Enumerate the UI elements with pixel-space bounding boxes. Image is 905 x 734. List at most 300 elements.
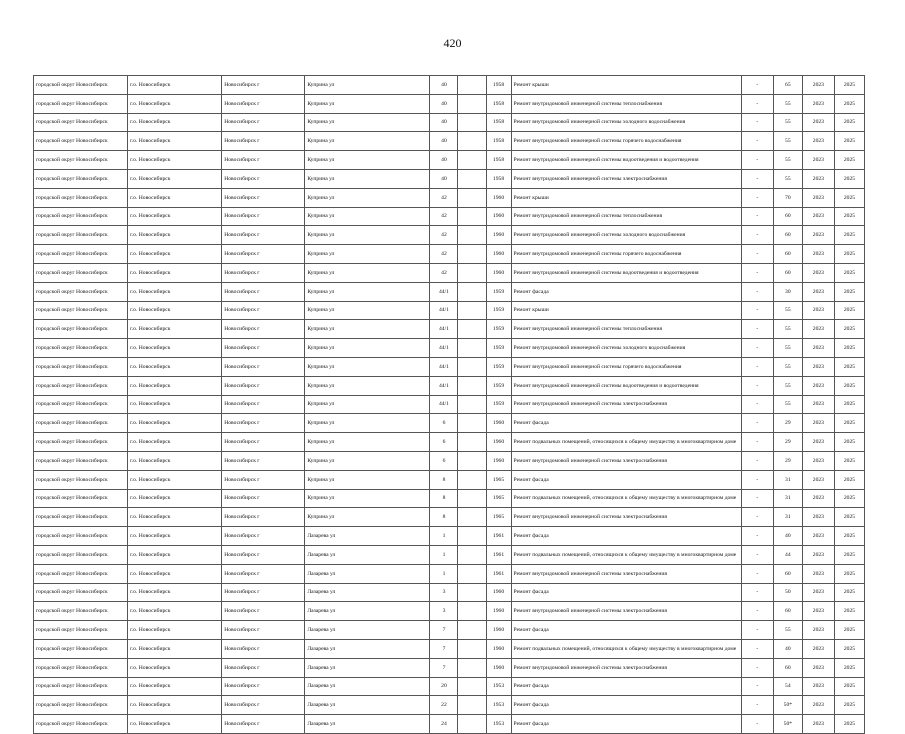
start-year-cell: 2023 <box>802 414 834 433</box>
building-cell <box>458 357 486 376</box>
work-type-cell: Ремонт фасада <box>511 583 741 602</box>
building-cell <box>458 282 486 301</box>
year-built-cell: 1958 <box>486 94 511 113</box>
street-cell: Куприна ул <box>305 207 430 226</box>
house-number-cell: 44/1 <box>430 301 458 320</box>
house-number-cell: 42 <box>430 245 458 264</box>
year-built-cell: 1960 <box>486 414 511 433</box>
city-district-cell: г.о. Новосибирск <box>128 621 222 640</box>
year-built-cell: 1960 <box>486 639 511 658</box>
dash-cell: - <box>741 245 773 264</box>
dash-cell: - <box>741 677 773 696</box>
city-district-cell: г.о. Новосибирск <box>128 376 222 395</box>
value-cell: 50* <box>773 696 802 715</box>
city-district-cell: г.о. Новосибирск <box>128 151 222 170</box>
building-cell <box>458 226 486 245</box>
end-year-cell: 2025 <box>834 433 864 452</box>
value-cell: 31 <box>773 508 802 527</box>
building-cell <box>458 339 486 358</box>
building-cell <box>458 263 486 282</box>
end-year-cell: 2025 <box>834 451 864 470</box>
dash-cell: - <box>741 545 773 564</box>
year-built-cell: 1953 <box>486 715 511 734</box>
year-built-cell: 1958 <box>486 113 511 132</box>
city-district-cell: г.о. Новосибирск <box>128 527 222 546</box>
street-cell: Лазарева ул <box>305 696 430 715</box>
district-cell: городской округ Новосибирск <box>34 564 128 583</box>
locality-cell: Новосибирск г <box>222 282 305 301</box>
work-type-cell: Ремонт подвальных помещений, относящихся к общему имуществу в многоквартирном доме <box>511 545 741 564</box>
table-body <box>34 76 865 734</box>
value-cell: 55 <box>773 621 802 640</box>
locality-cell: Новосибирск г <box>222 696 305 715</box>
street-cell: Куприна ул <box>305 489 430 508</box>
street-cell: Лазарева ул <box>305 658 430 677</box>
dash-cell: - <box>741 621 773 640</box>
district-cell: городской округ Новосибирск <box>34 132 128 151</box>
house-number-cell: 42 <box>430 263 458 282</box>
building-cell <box>458 113 486 132</box>
start-year-cell: 2023 <box>802 169 834 188</box>
end-year-cell: 2025 <box>834 94 864 113</box>
building-cell <box>458 489 486 508</box>
district-cell: городской округ Новосибирск <box>34 715 128 734</box>
start-year-cell: 2023 <box>802 508 834 527</box>
table-row <box>34 76 865 95</box>
year-built-cell: 1961 <box>486 545 511 564</box>
work-type-cell: Ремонт внутридомовой инженерной системы электроснабжения <box>511 451 741 470</box>
dash-cell: - <box>741 602 773 621</box>
dash-cell: - <box>741 169 773 188</box>
end-year-cell: 2025 <box>834 414 864 433</box>
district-cell: городской округ Новосибирск <box>34 508 128 527</box>
start-year-cell: 2023 <box>802 639 834 658</box>
district-cell: городской округ Новосибирск <box>34 169 128 188</box>
table-row <box>34 696 865 715</box>
value-cell: 29 <box>773 414 802 433</box>
table-row <box>34 357 865 376</box>
dash-cell: - <box>741 226 773 245</box>
district-cell: городской округ Новосибирск <box>34 545 128 564</box>
year-built-cell: 1960 <box>486 245 511 264</box>
value-cell: 30 <box>773 282 802 301</box>
locality-cell: Новосибирск г <box>222 151 305 170</box>
street-cell: Лазарева ул <box>305 677 430 696</box>
district-cell: городской округ Новосибирск <box>34 245 128 264</box>
city-district-cell: г.о. Новосибирск <box>128 169 222 188</box>
start-year-cell: 2023 <box>802 263 834 282</box>
locality-cell: Новосибирск г <box>222 527 305 546</box>
value-cell: 65 <box>773 76 802 95</box>
year-built-cell: 1960 <box>486 658 511 677</box>
end-year-cell: 2025 <box>834 658 864 677</box>
year-built-cell: 1960 <box>486 621 511 640</box>
value-cell: 55 <box>773 339 802 358</box>
start-year-cell: 2023 <box>802 76 834 95</box>
value-cell: 31 <box>773 489 802 508</box>
year-built-cell: 1960 <box>486 188 511 207</box>
end-year-cell: 2025 <box>834 113 864 132</box>
year-built-cell: 1953 <box>486 696 511 715</box>
locality-cell: Новосибирск г <box>222 677 305 696</box>
work-type-cell: Ремонт внутридомовой инженерной системы холодного водоснабжения <box>511 339 741 358</box>
city-district-cell: г.о. Новосибирск <box>128 301 222 320</box>
house-number-cell: 42 <box>430 226 458 245</box>
start-year-cell: 2023 <box>802 113 834 132</box>
end-year-cell: 2025 <box>834 132 864 151</box>
district-cell: городской округ Новосибирск <box>34 76 128 95</box>
city-district-cell: г.о. Новосибирск <box>128 508 222 527</box>
district-cell: городской округ Новосибирск <box>34 395 128 414</box>
street-cell: Лазарева ул <box>305 639 430 658</box>
house-number-cell: 7 <box>430 658 458 677</box>
street-cell: Куприна ул <box>305 339 430 358</box>
table-row <box>34 658 865 677</box>
city-district-cell: г.о. Новосибирск <box>128 188 222 207</box>
locality-cell: Новосибирск г <box>222 376 305 395</box>
house-number-cell: 40 <box>430 94 458 113</box>
work-type-cell: Ремонт крыши <box>511 188 741 207</box>
building-cell <box>458 508 486 527</box>
start-year-cell: 2023 <box>802 357 834 376</box>
house-number-cell: 6 <box>430 451 458 470</box>
work-type-cell: Ремонт подвальных помещений, относящихся к общему имуществу в многоквартирном доме <box>511 489 741 508</box>
value-cell: 40 <box>773 639 802 658</box>
table-row <box>34 639 865 658</box>
locality-cell: Новосибирск г <box>222 508 305 527</box>
table-row <box>34 376 865 395</box>
start-year-cell: 2023 <box>802 94 834 113</box>
house-number-cell: 44/1 <box>430 395 458 414</box>
end-year-cell: 2025 <box>834 263 864 282</box>
dash-cell: - <box>741 451 773 470</box>
dash-cell: - <box>741 583 773 602</box>
work-type-cell: Ремонт внутридомовой инженерной системы электроснабжения <box>511 508 741 527</box>
street-cell: Куприна ул <box>305 151 430 170</box>
locality-cell: Новосибирск г <box>222 207 305 226</box>
work-type-cell: Ремонт внутридомовой инженерной системы электроснабжения <box>511 395 741 414</box>
end-year-cell: 2025 <box>834 545 864 564</box>
year-built-cell: 1959 <box>486 357 511 376</box>
house-number-cell: 20 <box>430 677 458 696</box>
district-cell: городской округ Новосибирск <box>34 602 128 621</box>
end-year-cell: 2025 <box>834 188 864 207</box>
city-district-cell: г.о. Новосибирск <box>128 207 222 226</box>
end-year-cell: 2025 <box>834 677 864 696</box>
street-cell: Куприна ул <box>305 188 430 207</box>
district-cell: городской округ Новосибирск <box>34 451 128 470</box>
value-cell: 31 <box>773 470 802 489</box>
table-row <box>34 621 865 640</box>
table-row <box>34 433 865 452</box>
year-built-cell: 1960 <box>486 433 511 452</box>
district-cell: городской округ Новосибирск <box>34 583 128 602</box>
table-row <box>34 545 865 564</box>
house-number-cell: 44/1 <box>430 320 458 339</box>
city-district-cell: г.о. Новосибирск <box>128 94 222 113</box>
building-cell <box>458 301 486 320</box>
year-built-cell: 1960 <box>486 602 511 621</box>
locality-cell: Новосибирск г <box>222 113 305 132</box>
end-year-cell: 2025 <box>834 169 864 188</box>
district-cell: городской округ Новосибирск <box>34 301 128 320</box>
locality-cell: Новосибирск г <box>222 169 305 188</box>
table-row <box>34 470 865 489</box>
start-year-cell: 2023 <box>802 677 834 696</box>
table-row <box>34 677 865 696</box>
house-number-cell: 44/1 <box>430 339 458 358</box>
locality-cell: Новосибирск г <box>222 132 305 151</box>
dash-cell: - <box>741 658 773 677</box>
year-built-cell: 1959 <box>486 282 511 301</box>
end-year-cell: 2025 <box>834 245 864 264</box>
house-number-cell: 40 <box>430 76 458 95</box>
start-year-cell: 2023 <box>802 395 834 414</box>
dash-cell: - <box>741 508 773 527</box>
year-built-cell: 1961 <box>486 527 511 546</box>
work-type-cell: Ремонт внутридомовой инженерной системы электроснабжения <box>511 658 741 677</box>
locality-cell: Новосибирск г <box>222 320 305 339</box>
city-district-cell: г.о. Новосибирск <box>128 339 222 358</box>
end-year-cell: 2025 <box>834 621 864 640</box>
dash-cell: - <box>741 282 773 301</box>
table-row <box>34 339 865 358</box>
building-cell <box>458 151 486 170</box>
city-district-cell: г.о. Новосибирск <box>128 451 222 470</box>
repair-registry-table <box>33 75 865 734</box>
table-row <box>34 94 865 113</box>
locality-cell: Новосибирск г <box>222 470 305 489</box>
start-year-cell: 2023 <box>802 715 834 734</box>
value-cell: 60 <box>773 263 802 282</box>
table-row <box>34 169 865 188</box>
district-cell: городской округ Новосибирск <box>34 282 128 301</box>
year-built-cell: 1958 <box>486 151 511 170</box>
work-type-cell: Ремонт внутридомовой инженерной системы электроснабжения <box>511 169 741 188</box>
locality-cell: Новосибирск г <box>222 357 305 376</box>
year-built-cell: 1958 <box>486 132 511 151</box>
street-cell: Лазарева ул <box>305 564 430 583</box>
end-year-cell: 2025 <box>834 508 864 527</box>
work-type-cell: Ремонт внутридомовой инженерной системы теплоснабжения <box>511 207 741 226</box>
start-year-cell: 2023 <box>802 188 834 207</box>
start-year-cell: 2023 <box>802 301 834 320</box>
end-year-cell: 2025 <box>834 151 864 170</box>
locality-cell: Новосибирск г <box>222 226 305 245</box>
value-cell: 55 <box>773 94 802 113</box>
table-row <box>34 226 865 245</box>
house-number-cell: 40 <box>430 132 458 151</box>
district-cell: городской округ Новосибирск <box>34 527 128 546</box>
district-cell: городской округ Новосибирск <box>34 188 128 207</box>
year-built-cell: 1959 <box>486 395 511 414</box>
building-cell <box>458 188 486 207</box>
start-year-cell: 2023 <box>802 489 834 508</box>
end-year-cell: 2025 <box>834 226 864 245</box>
locality-cell: Новосибирск г <box>222 263 305 282</box>
locality-cell: Новосибирск г <box>222 564 305 583</box>
work-type-cell: Ремонт внутридомовой инженерной системы водоотведения и водоотведения <box>511 376 741 395</box>
district-cell: городской округ Новосибирск <box>34 357 128 376</box>
value-cell: 40 <box>773 527 802 546</box>
house-number-cell: 6 <box>430 414 458 433</box>
year-built-cell: 1953 <box>486 677 511 696</box>
building-cell <box>458 433 486 452</box>
street-cell: Лазарева ул <box>305 621 430 640</box>
street-cell: Лазарева ул <box>305 602 430 621</box>
city-district-cell: г.о. Новосибирск <box>128 583 222 602</box>
start-year-cell: 2023 <box>802 527 834 546</box>
locality-cell: Новосибирск г <box>222 639 305 658</box>
value-cell: 55 <box>773 132 802 151</box>
house-number-cell: 1 <box>430 564 458 583</box>
street-cell: Куприна ул <box>305 245 430 264</box>
end-year-cell: 2025 <box>834 564 864 583</box>
building-cell <box>458 169 486 188</box>
year-built-cell: 1965 <box>486 470 511 489</box>
year-built-cell: 1965 <box>486 508 511 527</box>
district-cell: городской округ Новосибирск <box>34 151 128 170</box>
street-cell: Куприна ул <box>305 508 430 527</box>
dash-cell: - <box>741 433 773 452</box>
street-cell: Куприна ул <box>305 320 430 339</box>
city-district-cell: г.о. Новосибирск <box>128 245 222 264</box>
city-district-cell: г.о. Новосибирск <box>128 414 222 433</box>
city-district-cell: г.о. Новосибирск <box>128 433 222 452</box>
building-cell <box>458 696 486 715</box>
street-cell: Куприна ул <box>305 132 430 151</box>
house-number-cell: 3 <box>430 583 458 602</box>
city-district-cell: г.о. Новосибирск <box>128 545 222 564</box>
start-year-cell: 2023 <box>802 132 834 151</box>
value-cell: 29 <box>773 433 802 452</box>
street-cell: Куприна ул <box>305 169 430 188</box>
locality-cell: Новосибирск г <box>222 451 305 470</box>
work-type-cell: Ремонт внутридомовой инженерной системы горячего водоснабжения <box>511 132 741 151</box>
work-type-cell: Ремонт внутридомовой инженерной системы водоотведения и водоотведения <box>511 151 741 170</box>
house-number-cell: 8 <box>430 489 458 508</box>
table-row <box>34 508 865 527</box>
table-row <box>34 583 865 602</box>
value-cell: 50* <box>773 715 802 734</box>
work-type-cell: Ремонт фасада <box>511 715 741 734</box>
dash-cell: - <box>741 489 773 508</box>
street-cell: Куприна ул <box>305 263 430 282</box>
city-district-cell: г.о. Новосибирск <box>128 715 222 734</box>
building-cell <box>458 564 486 583</box>
end-year-cell: 2025 <box>834 470 864 489</box>
dash-cell: - <box>741 357 773 376</box>
city-district-cell: г.о. Новосибирск <box>128 489 222 508</box>
table-row <box>34 207 865 226</box>
locality-cell: Новосибирск г <box>222 301 305 320</box>
value-cell: 55 <box>773 151 802 170</box>
city-district-cell: г.о. Новосибирск <box>128 602 222 621</box>
table-row <box>34 188 865 207</box>
dash-cell: - <box>741 151 773 170</box>
work-type-cell: Ремонт крыши <box>511 301 741 320</box>
dash-cell: - <box>741 395 773 414</box>
building-cell <box>458 395 486 414</box>
end-year-cell: 2025 <box>834 395 864 414</box>
work-type-cell: Ремонт фасада <box>511 621 741 640</box>
city-district-cell: г.о. Новосибирск <box>128 696 222 715</box>
house-number-cell: 6 <box>430 433 458 452</box>
house-number-cell: 44/1 <box>430 357 458 376</box>
house-number-cell: 1 <box>430 527 458 546</box>
dash-cell: - <box>741 188 773 207</box>
house-number-cell: 42 <box>430 188 458 207</box>
table-row <box>34 301 865 320</box>
work-type-cell: Ремонт внутридомовой инженерной системы теплоснабжения <box>511 320 741 339</box>
start-year-cell: 2023 <box>802 245 834 264</box>
locality-cell: Новосибирск г <box>222 245 305 264</box>
street-cell: Куприна ул <box>305 433 430 452</box>
end-year-cell: 2025 <box>834 715 864 734</box>
locality-cell: Новосибирск г <box>222 489 305 508</box>
street-cell: Куприна ул <box>305 357 430 376</box>
street-cell: Куприна ул <box>305 301 430 320</box>
city-district-cell: г.о. Новосибирск <box>128 639 222 658</box>
start-year-cell: 2023 <box>802 376 834 395</box>
street-cell: Куприна ул <box>305 451 430 470</box>
value-cell: 60 <box>773 226 802 245</box>
building-cell <box>458 715 486 734</box>
start-year-cell: 2023 <box>802 658 834 677</box>
end-year-cell: 2025 <box>834 282 864 301</box>
year-built-cell: 1960 <box>486 263 511 282</box>
work-type-cell: Ремонт внутридомовой инженерной системы электроснабжения <box>511 564 741 583</box>
end-year-cell: 2025 <box>834 301 864 320</box>
dash-cell: - <box>741 320 773 339</box>
house-number-cell: 40 <box>430 113 458 132</box>
district-cell: городской округ Новосибирск <box>34 207 128 226</box>
year-built-cell: 1959 <box>486 320 511 339</box>
start-year-cell: 2023 <box>802 226 834 245</box>
city-district-cell: г.о. Новосибирск <box>128 320 222 339</box>
table-row <box>34 282 865 301</box>
house-number-cell: 8 <box>430 508 458 527</box>
district-cell: городской округ Новосибирск <box>34 339 128 358</box>
work-type-cell: Ремонт фасада <box>511 677 741 696</box>
work-type-cell: Ремонт крыши <box>511 76 741 95</box>
house-number-cell: 8 <box>430 470 458 489</box>
year-built-cell: 1961 <box>486 564 511 583</box>
district-cell: городской округ Новосибирск <box>34 621 128 640</box>
house-number-cell: 1 <box>430 545 458 564</box>
value-cell: 60 <box>773 245 802 264</box>
district-cell: городской округ Новосибирск <box>34 658 128 677</box>
building-cell <box>458 451 486 470</box>
district-cell: городской округ Новосибирск <box>34 376 128 395</box>
district-cell: городской округ Новосибирск <box>34 320 128 339</box>
year-built-cell: 1958 <box>486 169 511 188</box>
building-cell <box>458 245 486 264</box>
dash-cell: - <box>741 132 773 151</box>
year-built-cell: 1959 <box>486 301 511 320</box>
work-type-cell: Ремонт внутридомовой инженерной системы горячего водоснабжения <box>511 357 741 376</box>
house-number-cell: 44/1 <box>430 282 458 301</box>
city-district-cell: г.о. Новосибирск <box>128 76 222 95</box>
end-year-cell: 2025 <box>834 76 864 95</box>
city-district-cell: г.о. Новосибирск <box>128 677 222 696</box>
value-cell: 50 <box>773 583 802 602</box>
year-built-cell: 1960 <box>486 583 511 602</box>
house-number-cell: 7 <box>430 639 458 658</box>
house-number-cell: 40 <box>430 169 458 188</box>
table-row <box>34 489 865 508</box>
start-year-cell: 2023 <box>802 470 834 489</box>
